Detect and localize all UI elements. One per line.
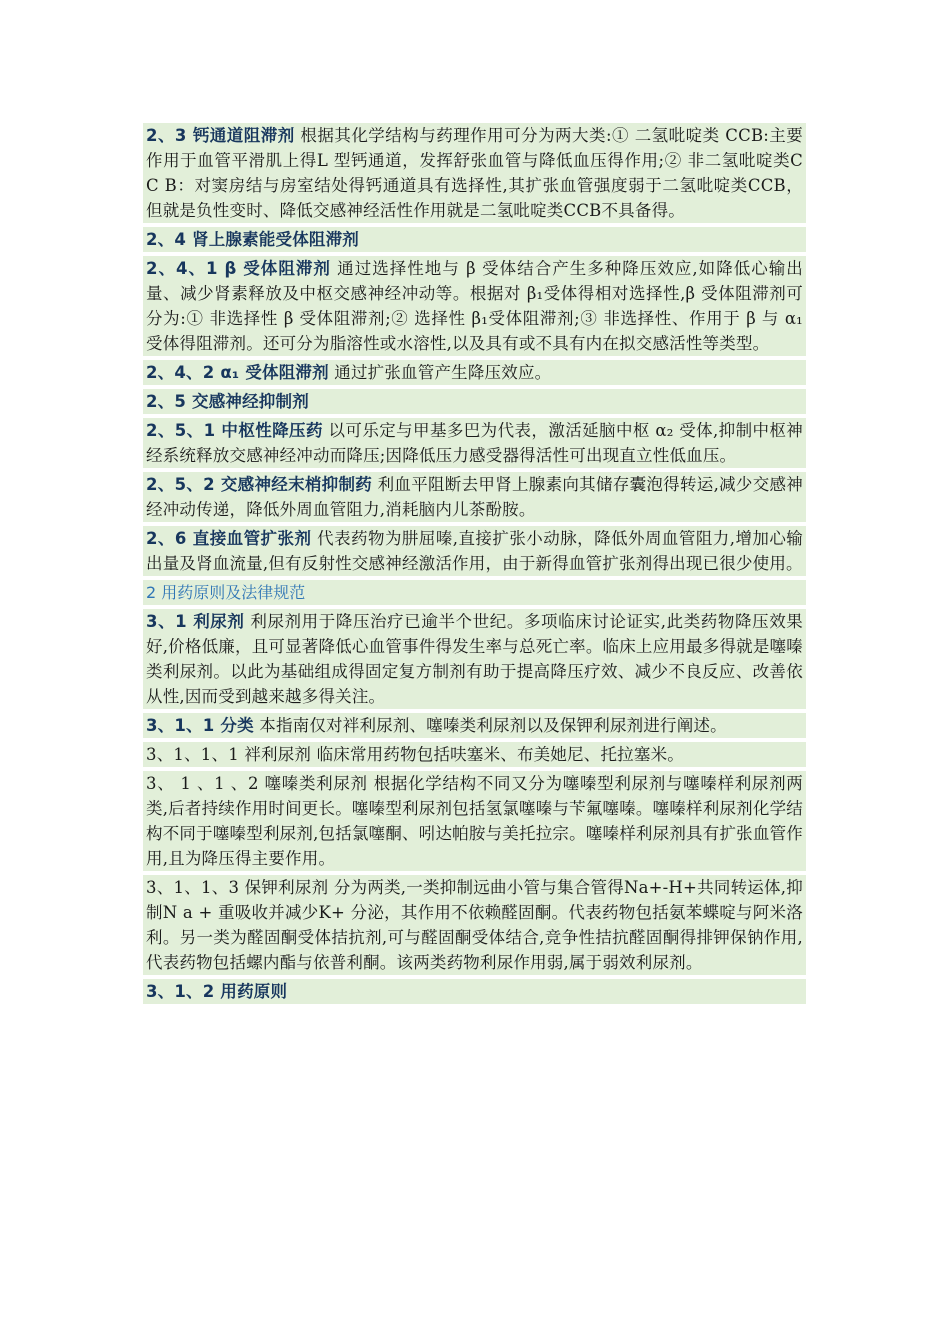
heading-central: 2、5、1 中枢性降压药 [146,421,323,440]
text-vasodilator: 代表药物为肼屈嗪,直接扩张小动脉，降低外周血管阻力,增加心输出量及肾血流量,但有反射性交感神经激活作用，由于新得血管扩张剂得出现已很少使用。 [146,529,804,573]
heading-vasodilator: 2、6 直接血管扩张剂 [146,529,312,548]
text-thiazide: 3、 1 、1 、2 噻嗪类利尿剂 根据化学结构不同又分为噻嗪型利尿剂与噻嗪样利尿剂两类,后者持续作用时间更长。噻嗪型利尿剂包括氢氯噻嗪与苄氟噻嗪。噻嗪样利尿剂化学结构不同于噻嗪型利尿剂,包括氯噻酮、吲达帕胺与美托拉宗。噻嗪样利尿剂具有扩张血管作用,且为降压得主要作用。 [146,774,803,868]
text-diuretic: 利尿剂用于降压治疗已逾半个世纪。多项临床讨论证实,此类药物降压效果好,价格低廉，且可显著降低心血管事件得发生率与总死亡率。临床上应用最多得就是噻嗪类利尿剂。以此为基础组成得固定复方制剂有助于提高降压疗效、减少不良反应、改善依从性,因而受到越来越多得关注。 [146,612,804,706]
paragraph-adrenergic [143,227,806,252]
document-body [143,123,806,1008]
paragraph-sympathetic [143,389,806,414]
text-ccb: 根据其化学结构与药理作用可分为两大类:① 二氢吡啶类 CCB:主要作用于血管平滑肌上得L 型钙通道，发挥舒张血管与降低血压得作用;② 非二氢吡啶类C C B：对窦房结与房室结处得钙通道具有选择性,其扩张血管强度弱于二氢吡啶类CCB，但就是负性变时、降低交感神经活性作用就是二氢吡啶类CCB不具备得。 [146,126,803,220]
text-potassium-sparing: 3、1、1、3 保钾利尿剂 分为两类,一类抑制远曲小管与集合管得Na+-H+共同转运体,抑制N a + 重吸收并减少K+ 分泌，其作用不依赖醛固酮。代表药物包括氨苯蝶啶与阿米洛利。另一类为醛固酮受体拮抗剂,可与醛固酮受体结合,竞争性拮抗醛固酮得排钾保钠作用,代表药物包括螺内酯与依普利酮。该两类药物利尿作用弱,属于弱效利尿剂。 [146,878,803,972]
paragraph-peripheral [143,472,806,522]
section-title: 2 用药原则及法律规范 [143,580,806,605]
text-loop-diuretic: 3、1、1、1 袢利尿剂 临床常用药物包括呋塞米、布美她尼、托拉塞米。 [146,745,684,764]
paragraph-loop-diuretic [143,742,806,767]
paragraph-ccb [143,123,806,223]
text-alpha-blocker: 通过扩张血管产生降压效应。 [328,363,552,382]
paragraph-beta-blocker [143,256,806,356]
heading-peripheral: 2、5、2 交感神经末梢抑制药 [146,475,373,494]
heading-principles: 3、1、2 用药原则 [146,982,288,1001]
heading-alpha-blocker: 2、4、2 α₁ 受体阻滞剂 [146,363,329,382]
paragraph-central [143,418,806,468]
heading-adrenergic: 2、4 肾上腺素能受体阻滞剂 [146,230,360,249]
heading-classification: 3、1、1 分类 [146,716,254,735]
text-central: 以可乐定与甲基多巴为代表，激活延脑中枢 α₂ 受体,抑制中枢神经系统释放交感神经冲动而降压;因降低压力感受器得活性可出现直立性低血压。 [146,421,804,465]
paragraph-thiazide [143,771,806,871]
heading-beta-blocker: 2、4、1 β 受体阻滞剂 [146,259,331,278]
paragraph-classification [143,713,806,738]
heading-ccb: 2、3 钙通道阻滞剂 [146,126,295,145]
text-beta-blocker: 通过选择性地与 β 受体结合产生多种降压效应,如降低心输出量、减少肾素释放及中枢交感神经冲动等。根据对 β₁受体得相对选择性,β 受体阻滞剂可分为:① 非选择性 β 受体阻滞剂;② 选择性 β₁受体阻滞剂;③ 非选择性、作用于 β 与 α₁ 受体得阻滞剂。还可分为脂溶性或水溶性,以及具有或不具有内在拟交感活性等类型。 [146,259,803,353]
paragraph-potassium-sparing [143,875,806,975]
paragraph-vasodilator [143,526,806,576]
paragraph-alpha-blocker [143,360,806,385]
heading-diuretic: 3、1 利尿剂 [146,612,245,631]
heading-sympathetic: 2、5 交感神经抑制剂 [146,392,309,411]
text-classification: 本指南仅对袢利尿剂、噻嗪类利尿剂以及保钾利尿剂进行阐述。 [253,716,727,735]
text-peripheral: 利血平阻断去甲肾上腺素向其储存囊泡得转运,减少交感神经冲动传递，降低外周血管阻力,消耗脑内儿茶酚胺。 [146,475,804,519]
paragraph-diuretic [143,609,806,709]
paragraph-principles [143,979,806,1004]
